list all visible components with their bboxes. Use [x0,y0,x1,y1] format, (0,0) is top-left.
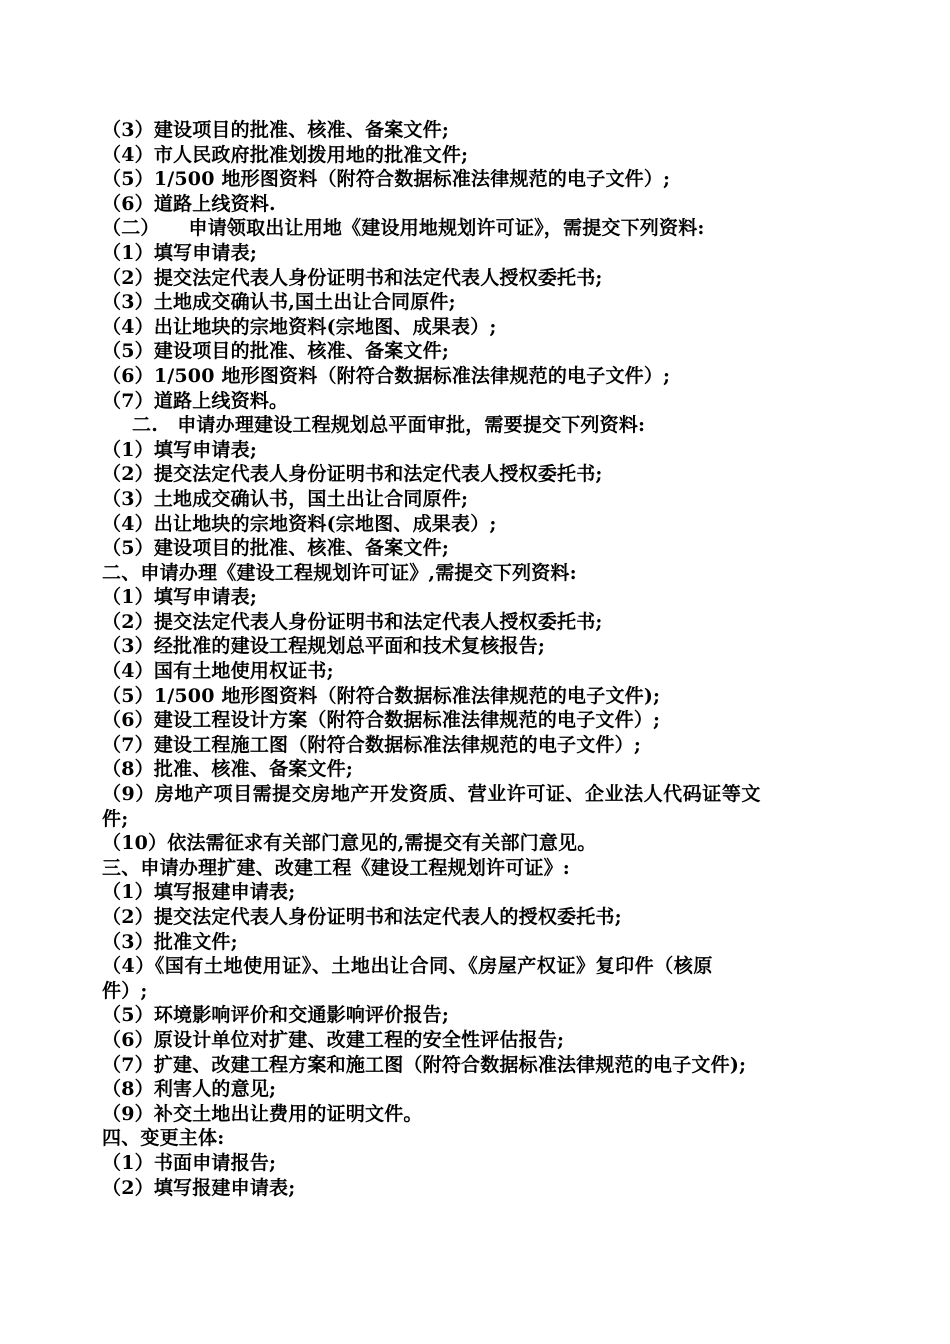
text-line: （2）提交法定代表人身份证明书和法定代表人的授权委托书; [102,906,622,928]
section-heading: 二、申请办理《建设工程规划许可证》,需提交下列资料: [102,561,577,584]
text-line: （7）建设工程施工图（附符合数据标准法律规范的电子文件）; [102,733,642,756]
text-line: （4）出让地块的宗地资料(宗地图、成果表）; [102,315,497,338]
text-line: （1）填写申请表; [102,586,258,609]
text-line: （6）原设计单位对扩建、改建工程的安全性评估报告; [102,1028,565,1051]
text-line: （9）房地产项目需提交房地产开发资质、营业许可证、企业法人代码证等文 [102,783,761,806]
section-heading: 三、申请办理扩建、改建工程《建设工程规划许可证》: [102,856,571,879]
text-line: （4）出让地块的宗地资料(宗地图、成果表）; [102,512,497,535]
text-line: （4）国有土地使用权证书; [102,660,334,683]
text-line: （5）建设项目的批准、核准、备案文件; [102,340,450,363]
text-line: （1）填写报建申请表; [102,881,296,904]
text-line: （10）依法需征求有关部门意见的,需提交有关部门意见。 [102,832,597,855]
text-line: （5）建设项目的批准、核准、备案文件; [102,537,450,560]
text-line: （8）利害人的意见; [102,1078,277,1101]
text-line: （4）《国有土地使用证》、土地出让合同、《房屋产权证》复印件（核原 [102,955,713,978]
text-line: （9）补交土地出让费用的证明文件。 [102,1102,423,1125]
text-line: 件）; [102,979,148,1002]
text-line: 件; [102,807,129,830]
text-line: （7）道路上线资料。 [102,389,289,412]
text-line: （3）批准文件; [102,930,238,953]
text-line: （2）提交法定代表人身份证明书和法定代表人授权委托书; [102,463,603,486]
text-line: （3）土地成交确认书，国土出让合同原件; [102,487,469,510]
text-line: （6）道路上线资料. [102,192,276,215]
text-line: （6）1/500 地形图资料（附符合数据标准法律规范的电子文件）; [102,364,671,387]
text-line: （5）环境影响评价和交通影响评价报告; [102,1004,450,1027]
text-line: （2）提交法定代表人身份证明书和法定代表人授权委托书; [102,266,603,289]
section-heading: 二. 申请办理建设工程规划总平面审批，需要提交下列资料: [132,414,646,437]
text-line: （3）土地成交确认书,国土出让合同原件; [102,291,456,314]
text-line: （4）市人民政府批准划拨用地的批准文件; [102,143,469,166]
text-line: （3）建设项目的批准、核准、备案文件; [102,119,450,141]
text-line: （1）填写申请表; [102,438,258,461]
text-line: （3）经批准的建设工程规划总平面和技术复核报告; [102,635,546,658]
text-line: （1）填写申请表; [102,241,258,264]
text-line: （7）扩建、改建工程方案和施工图（附符合数据标准法律规范的电子文件); [102,1053,747,1076]
section-heading: （二） 申请领取出让用地《建设用地规划许可证》，需提交下列资料: [102,217,705,240]
document-body [102,118,854,1200]
text-line: （1）书面申请报告; [102,1151,277,1174]
text-line: （2）填写报建申请表; [102,1176,296,1199]
text-line: （2）提交法定代表人身份证明书和法定代表人授权委托书; [102,610,603,633]
text-line: （5）1/500 地形图资料（附符合数据标准法律规范的电子文件); [102,684,661,707]
section-heading: 四、变更主体: [102,1127,225,1150]
text-line: （6）建设工程设计方案（附符合数据标准法律规范的电子文件）; [102,709,661,732]
text-line: （5）1/500 地形图资料（附符合数据标准法律规范的电子文件）; [102,168,671,191]
text-line: （8）批准、核准、备案文件; [102,758,354,781]
